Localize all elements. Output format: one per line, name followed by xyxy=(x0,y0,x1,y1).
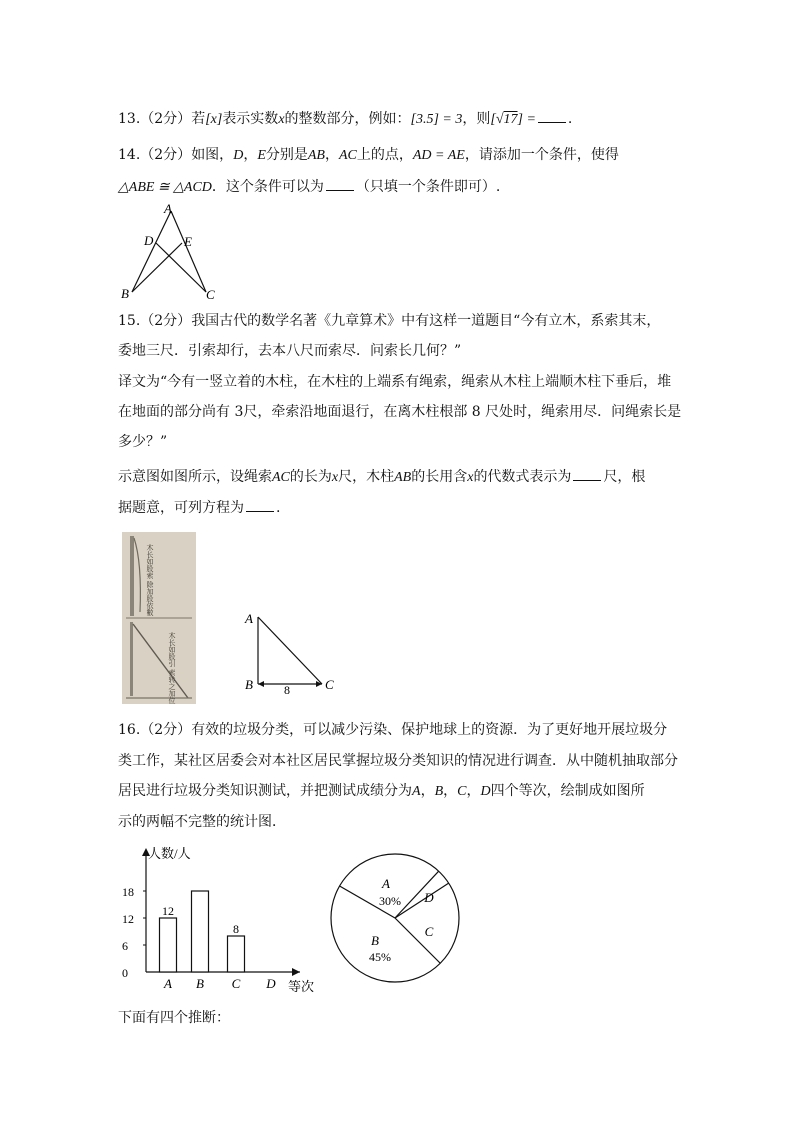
q13-text: 的整数部分，例如： xyxy=(284,111,411,127)
q14-line-1 xyxy=(118,145,619,166)
segment-ac xyxy=(258,617,322,684)
q13-bracket-x: [x] xyxy=(205,112,223,127)
q14-text: ．这个条件可以为 xyxy=(211,179,324,195)
q16-text: ， xyxy=(420,783,435,799)
pie-slice-label-d: D xyxy=(424,890,434,905)
after-text: 下面有四个推断： xyxy=(118,1010,230,1026)
pie-slice-label-c: C xyxy=(424,924,434,939)
q15-text: 的长用含 xyxy=(411,469,468,485)
q14-line-2 xyxy=(118,176,500,198)
q15-line-2 xyxy=(118,341,461,361)
q15-line-6 xyxy=(118,466,645,488)
q15-text: 我国古代的数学名著《九章算术》中有这样一道题目“今有立木，系索其末， xyxy=(191,313,661,329)
fig-label-a: A xyxy=(245,611,253,626)
q13-expr-close: ] = xyxy=(517,112,536,127)
q14-answer-blank[interactable] xyxy=(326,176,354,191)
bar-value-label: 12 xyxy=(162,904,174,918)
q15-seg-ac: AC xyxy=(272,470,290,485)
q16-text: ， xyxy=(466,783,481,799)
q15-text: 尺，根 xyxy=(603,469,646,485)
q15-var-x: x xyxy=(331,470,339,485)
q16-grade-c: C xyxy=(457,784,467,799)
pie-slice-label-b: B xyxy=(371,933,379,948)
q14-triangle-figure xyxy=(118,200,228,302)
q14-text: ，请添加一个条件，使得 xyxy=(464,147,619,163)
q14-seg-ab: AB xyxy=(307,148,325,163)
q16-line-1 xyxy=(118,720,667,740)
q15-text: 多少？” xyxy=(118,434,168,450)
q14-text: （只填一个条件即可）. xyxy=(355,179,501,195)
y-tick-label: 0 xyxy=(122,966,128,980)
arrow-right-head xyxy=(316,681,322,687)
x-tick-label: D xyxy=(266,976,276,991)
pie-chart xyxy=(328,838,464,988)
q13-text: ，则 xyxy=(462,111,491,127)
q15-var-x: x xyxy=(467,470,474,485)
x-tick-label: B xyxy=(196,976,204,991)
q14-point-e: E xyxy=(257,148,266,163)
q15-text: 的代数式表示为 xyxy=(473,469,572,485)
q15-line-4 xyxy=(118,402,681,422)
bar-chart xyxy=(118,840,328,998)
q13-text: 表示实数 xyxy=(222,111,279,127)
q16-line-2 xyxy=(118,751,678,771)
q16-line-3 xyxy=(118,781,645,802)
q16-grade-d: D xyxy=(480,784,491,799)
q14-congruence: △ABE ≅ △ACD xyxy=(118,180,212,195)
y-tick-label: 18 xyxy=(122,885,134,899)
q14-points: （2分） xyxy=(140,147,192,163)
segment-ac xyxy=(171,211,206,292)
q13-answer-blank[interactable] xyxy=(538,108,566,123)
q16-number: 16. xyxy=(118,722,141,738)
q15-text: 示意图如图所示，设绳索 xyxy=(118,469,272,485)
q15-text: 在地面的部分尚有 3尺，牵索沿地面退行，在离木柱根部 8 尺处时，绳索用尽．问绳索长是 xyxy=(118,404,682,420)
q15-points: （2分） xyxy=(140,313,192,329)
y-tick-label: 12 xyxy=(122,912,134,926)
y-axis-label: 人数/人 xyxy=(148,846,191,861)
ancient-illustration-drawing xyxy=(122,532,196,704)
q15-text: 委地三尺．引索却行，去本八尺而索尽．问索长几何？” xyxy=(118,343,462,359)
q16-points: （2分） xyxy=(140,722,192,738)
q14-text: 如图， xyxy=(191,147,234,163)
x-tick-label: C xyxy=(231,976,241,991)
q15-line-7 xyxy=(118,497,280,518)
q15-text: 译文为“今有一竖立着的木柱，在木柱的上端系有绳索，绳索从木柱上端顺木柱下垂后，堆 xyxy=(118,374,672,390)
q15-line-1 xyxy=(118,311,660,331)
ancient-illustration-photo xyxy=(122,532,196,704)
fig-length-label: 8 xyxy=(284,683,290,697)
bar-a xyxy=(160,918,177,972)
q15-line-3 xyxy=(118,372,671,392)
x-axis-arrow xyxy=(292,968,300,976)
q14-text: ， xyxy=(324,147,339,163)
photo-caption-bottom: 木长如股引 索转之加位 xyxy=(168,632,176,704)
q13-number: 13. xyxy=(118,111,141,127)
q14-text: ， xyxy=(243,147,258,163)
y-tick-label: 6 xyxy=(122,939,128,953)
segment-be xyxy=(132,243,182,292)
arrow-left-head xyxy=(258,681,264,687)
q13-points: （2分） xyxy=(140,111,192,127)
q15-answer-blank-2[interactable] xyxy=(246,497,274,512)
q15-text: . xyxy=(276,500,281,516)
q14-number: 14. xyxy=(118,147,141,163)
fig-label-c: C xyxy=(206,287,215,302)
q15-text: 据题意，可列方程为 xyxy=(118,500,244,516)
after-line xyxy=(118,1008,230,1028)
pie-slice-label-a: A xyxy=(382,876,390,891)
q15-text: 尺，木柱 xyxy=(338,469,395,485)
fig-label-d: D xyxy=(144,233,154,248)
fig-label-c: C xyxy=(325,677,334,692)
x-tick-label: A xyxy=(164,976,172,991)
q13-example: [3.5] = 3 xyxy=(410,112,463,127)
q16-text: ， xyxy=(443,783,458,799)
x-axis-label: 等次 xyxy=(288,979,315,994)
q15-answer-blank-1[interactable] xyxy=(573,466,601,481)
q15-number: 15. xyxy=(118,313,141,329)
q14-text: 分别是 xyxy=(265,147,308,163)
q15-seg-ab: AB xyxy=(394,470,412,485)
q15-text: 的长为 xyxy=(289,469,332,485)
q16-text: 四个等次，绘制成如图所 xyxy=(490,783,645,799)
q16-line-4 xyxy=(118,812,286,832)
fig-label-b: B xyxy=(121,286,129,301)
q15-line-5 xyxy=(118,432,167,452)
bar-c xyxy=(228,936,245,972)
q14-equation: AD = AE xyxy=(412,148,465,163)
q13-expr-open: [√ xyxy=(490,112,504,127)
q13-var-x: x xyxy=(278,112,285,127)
q14-point-d: D xyxy=(233,148,244,163)
q16-grade-b: B xyxy=(434,784,444,799)
pie-slice-percent-b: 45% xyxy=(369,950,391,964)
q16-text: 类工作，某社区居委会对本社区居民掌握垃圾分类知识的情况进行调查．从中随机抽取部分 xyxy=(118,753,678,769)
bar-value-label: 8 xyxy=(233,922,239,936)
segment-cd xyxy=(156,243,206,292)
fig-label-b: B xyxy=(245,677,253,692)
fig-label-e: E xyxy=(184,234,192,249)
q16-text: 居民进行垃圾分类知识测试，并把测试成绩分为 xyxy=(118,783,412,799)
bar-b xyxy=(192,891,209,972)
q13-radicand: 17 xyxy=(503,112,518,127)
q15-right-triangle xyxy=(240,608,340,698)
pie-slice-percent-a: 30% xyxy=(379,894,401,908)
q16-text: 有效的垃圾分类，可以减少污染、保护地球上的资源．为了更好地开展垃圾分 xyxy=(191,722,668,738)
photo-caption-top: 木长如股索 除加股依數 xyxy=(146,544,154,616)
q13-line xyxy=(118,108,572,130)
fig-label-a: A xyxy=(164,201,172,216)
q13-end: . xyxy=(567,111,573,127)
q14-text: 上的点， xyxy=(356,147,413,163)
q13-text: 若 xyxy=(191,111,206,127)
q16-grade-a: A xyxy=(412,784,421,799)
q14-seg-ac: AC xyxy=(338,148,357,163)
q16-text: 示的两幅不完整的统计图． xyxy=(118,814,286,830)
